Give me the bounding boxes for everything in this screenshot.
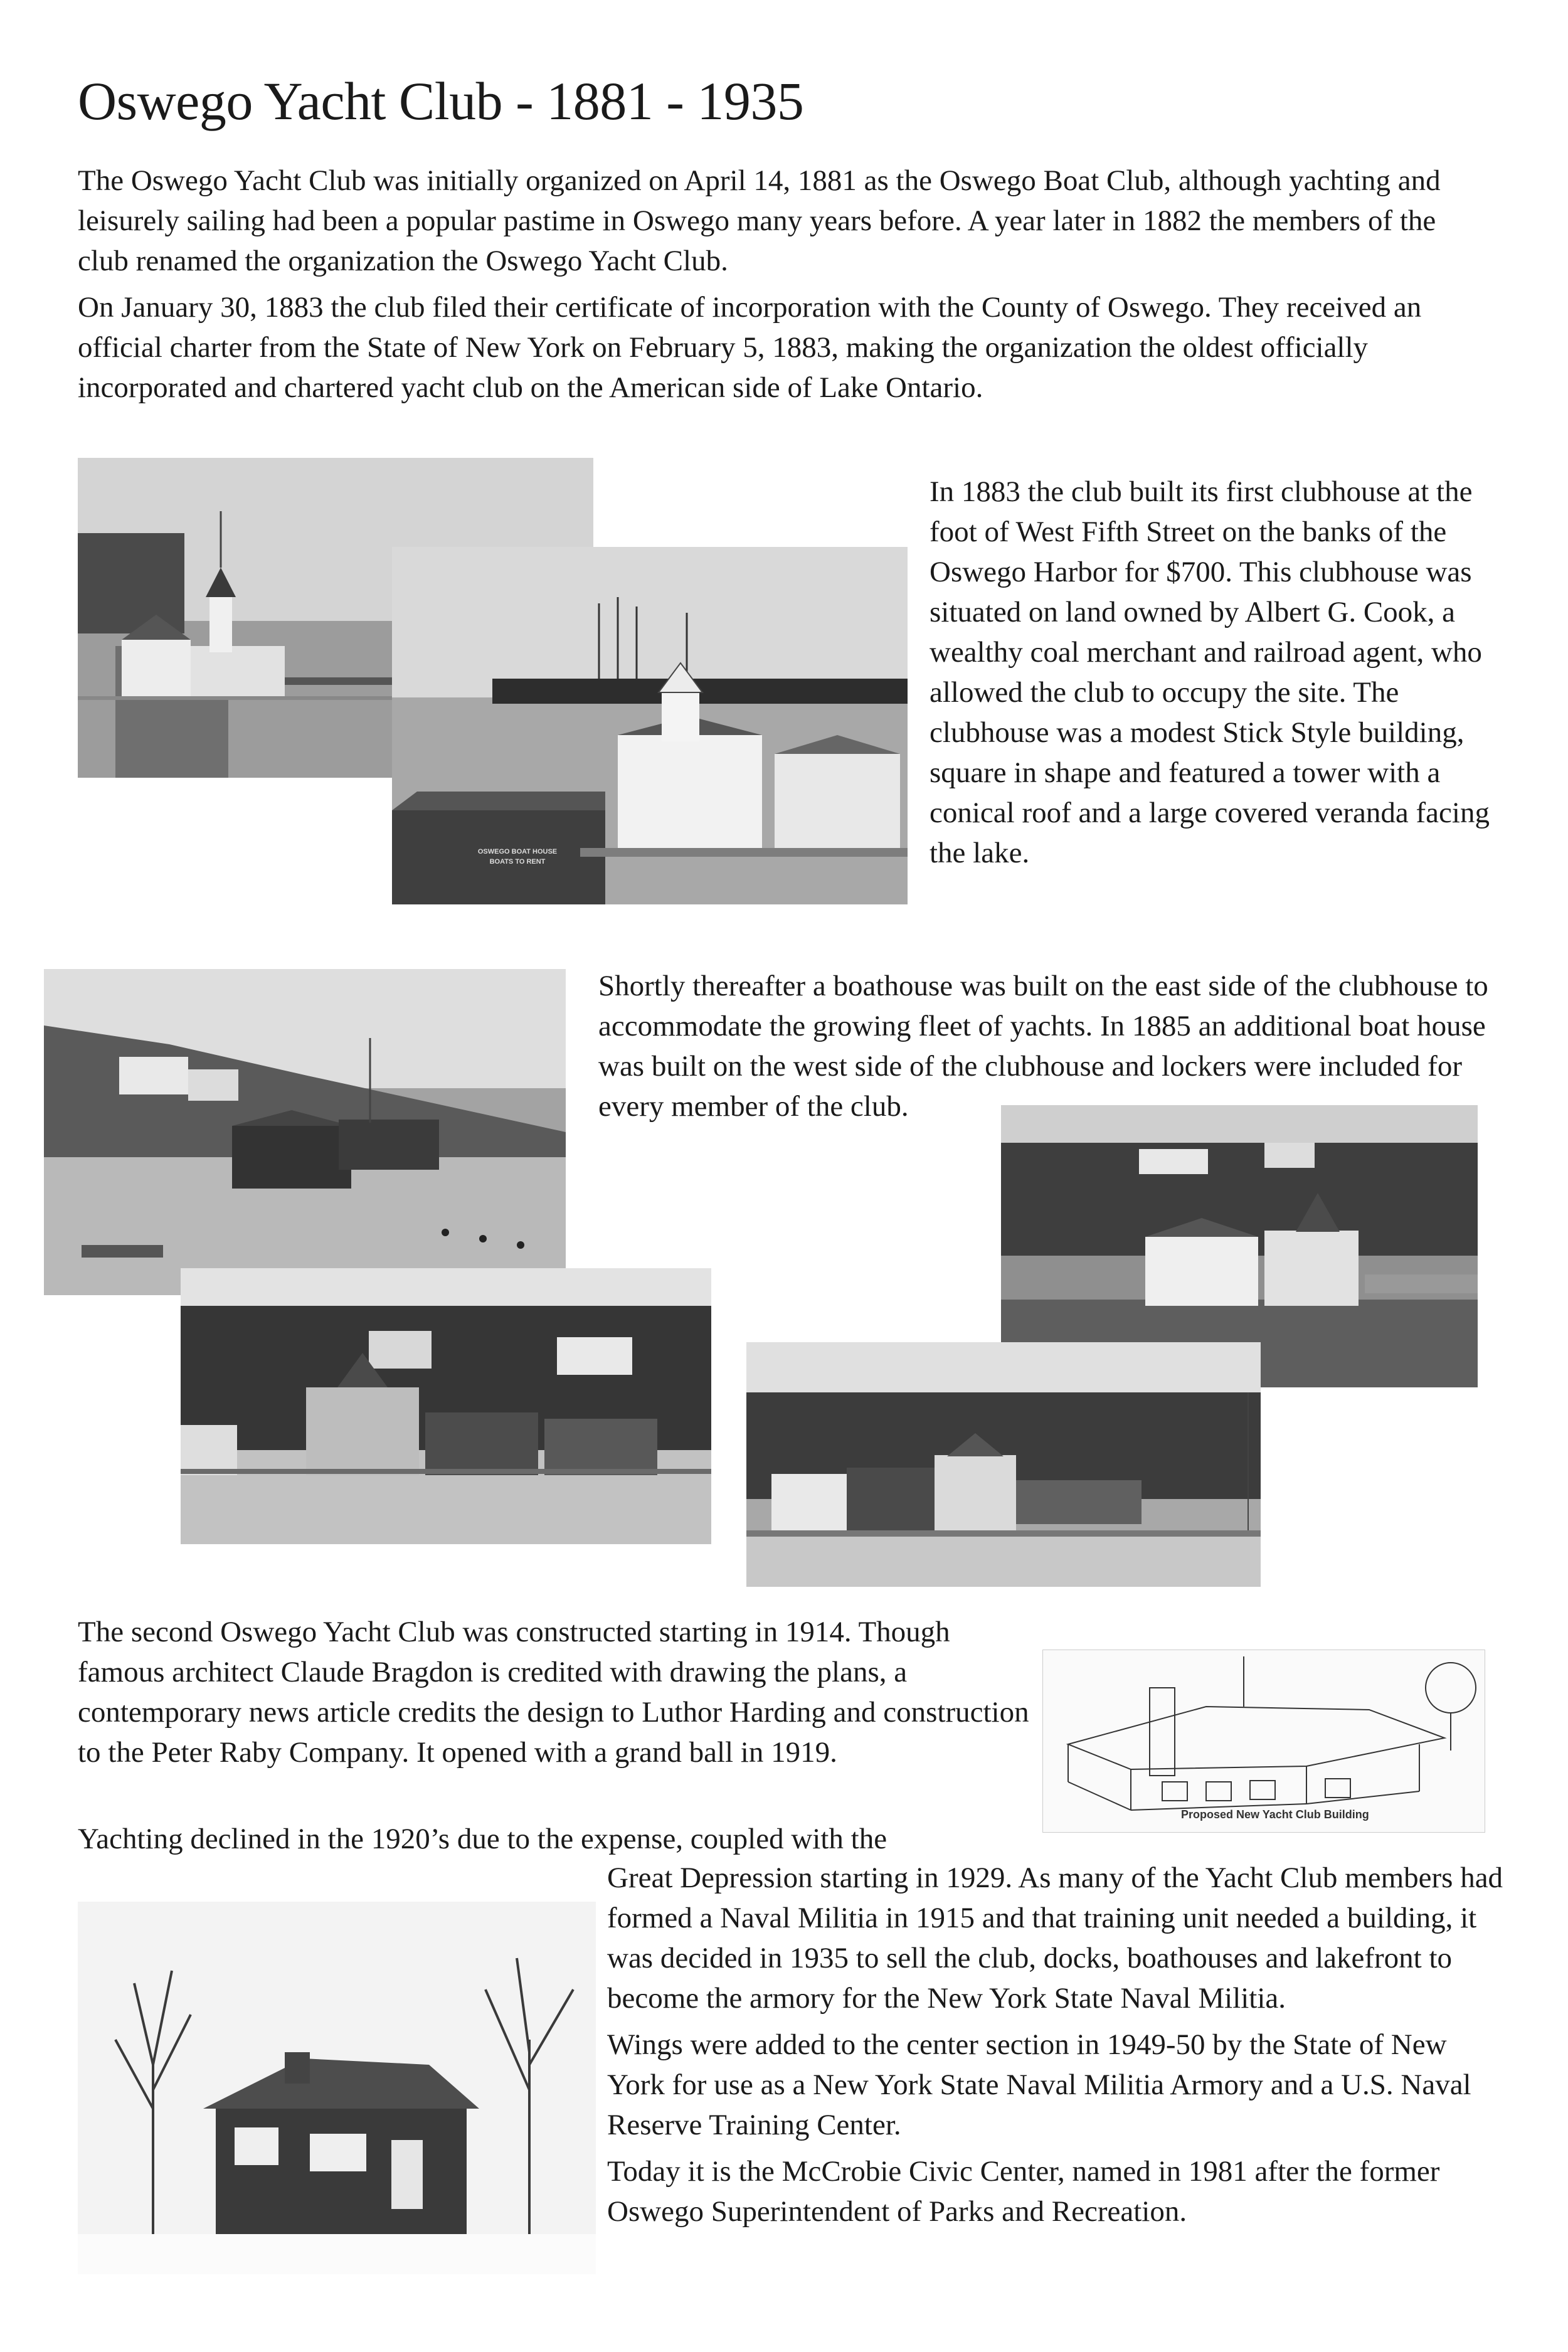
- photo-boathouses-hillside: [44, 969, 566, 1295]
- text-1883-clubhouse: In 1883 the club built its first clubhouse at the foot of West Fifth Street on the banks of the Oswego Harbor for $700. This clubhouse was situated on land owned by Albert G. Cook, a wealthy coal merchant and railroad agent, who allowed the club to occupy the site. The clubhouse was a modest Stick Style building, square in shape and featured a tower with a conical roof and a large covered veranda facing the lake.: [930, 475, 1490, 869]
- boathouse-sign: OSWEGO BOAT HOUSE BOATS TO RENT: [477, 848, 558, 866]
- intro-text: [78, 161, 1483, 408]
- decline-paragraph-1-rest: Great Depression starting in 1929. As many of the Yacht Club members had formed a Naval Militia in 1915 and that training unit needed a building, it was decided in 1935 to sell the club, docks, boathouses and lakefront to become the armory for the New York State Naval Militia.: [607, 1862, 1503, 2015]
- text-1914-second-club: The second Oswego Yacht Club was constructed starting in 1914. Though famous architect Claude Bragdon is credited with drawing the plans, a contemporary news article credits the design to Luthor Harding and construction to the Peter Raby Company. It opened with a grand ball in 1919.: [78, 1616, 1029, 1769]
- decline-paragraph-1-start: Yachting declined in the 1920’s due to the expense, coupled with the: [78, 1823, 887, 1855]
- text-decline-section: [607, 1858, 1504, 2232]
- decline-paragraph-2: Wings were added to the center section in 1949-50 by the State of New York for use as a New York State Naval Militia Armory and a U.S. Naval Reserve Training Center.: [607, 2028, 1471, 2141]
- text-1885-boathouse: Shortly thereafter a boathouse was built on the east side of the clubhouse to accommodate the growing fleet of yachts. In 1885 an additional boat house was built on the west side of the clubhouse and lockers were included for every member of the club.: [598, 970, 1488, 1123]
- text-decline-first-line: [78, 1819, 1056, 1859]
- photo-winter-building: [78, 1902, 596, 2274]
- sketch-proposed-building: [1042, 1650, 1485, 1833]
- page-title: Oswego Yacht Club - 1881 - 1935: [78, 71, 804, 131]
- sketch-caption: Proposed New Yacht Club Building: [1181, 1808, 1369, 1821]
- photo-clubhouse-harbor: [392, 547, 908, 904]
- photo-clubhouse-tower-wide: [181, 1268, 711, 1544]
- intro-paragraph-2: On January 30, 1883 the club filed their certificate of incorporation with the County of Oswego. They received an official charter from the State of New York on February 5, 1883, making the organization the oldest officially incorporated and chartered yacht club on the American side of Lake Ontario.: [78, 291, 1422, 404]
- intro-paragraph-1: The Oswego Yacht Club was initially organized on April 14, 1881 as the Oswego Boat Club, although yachting and leisurely sailing had been a popular pastime in Oswego many years before. A year later in 1882 the members of the club renamed the organization the Oswego Yacht Club.: [78, 164, 1441, 277]
- decline-paragraph-3: Today it is the McCrobie Civic Center, named in 1981 after the former Oswego Superintendent of Parks and Recreation.: [607, 2155, 1440, 2228]
- photo-waterfront-boats: [746, 1342, 1261, 1587]
